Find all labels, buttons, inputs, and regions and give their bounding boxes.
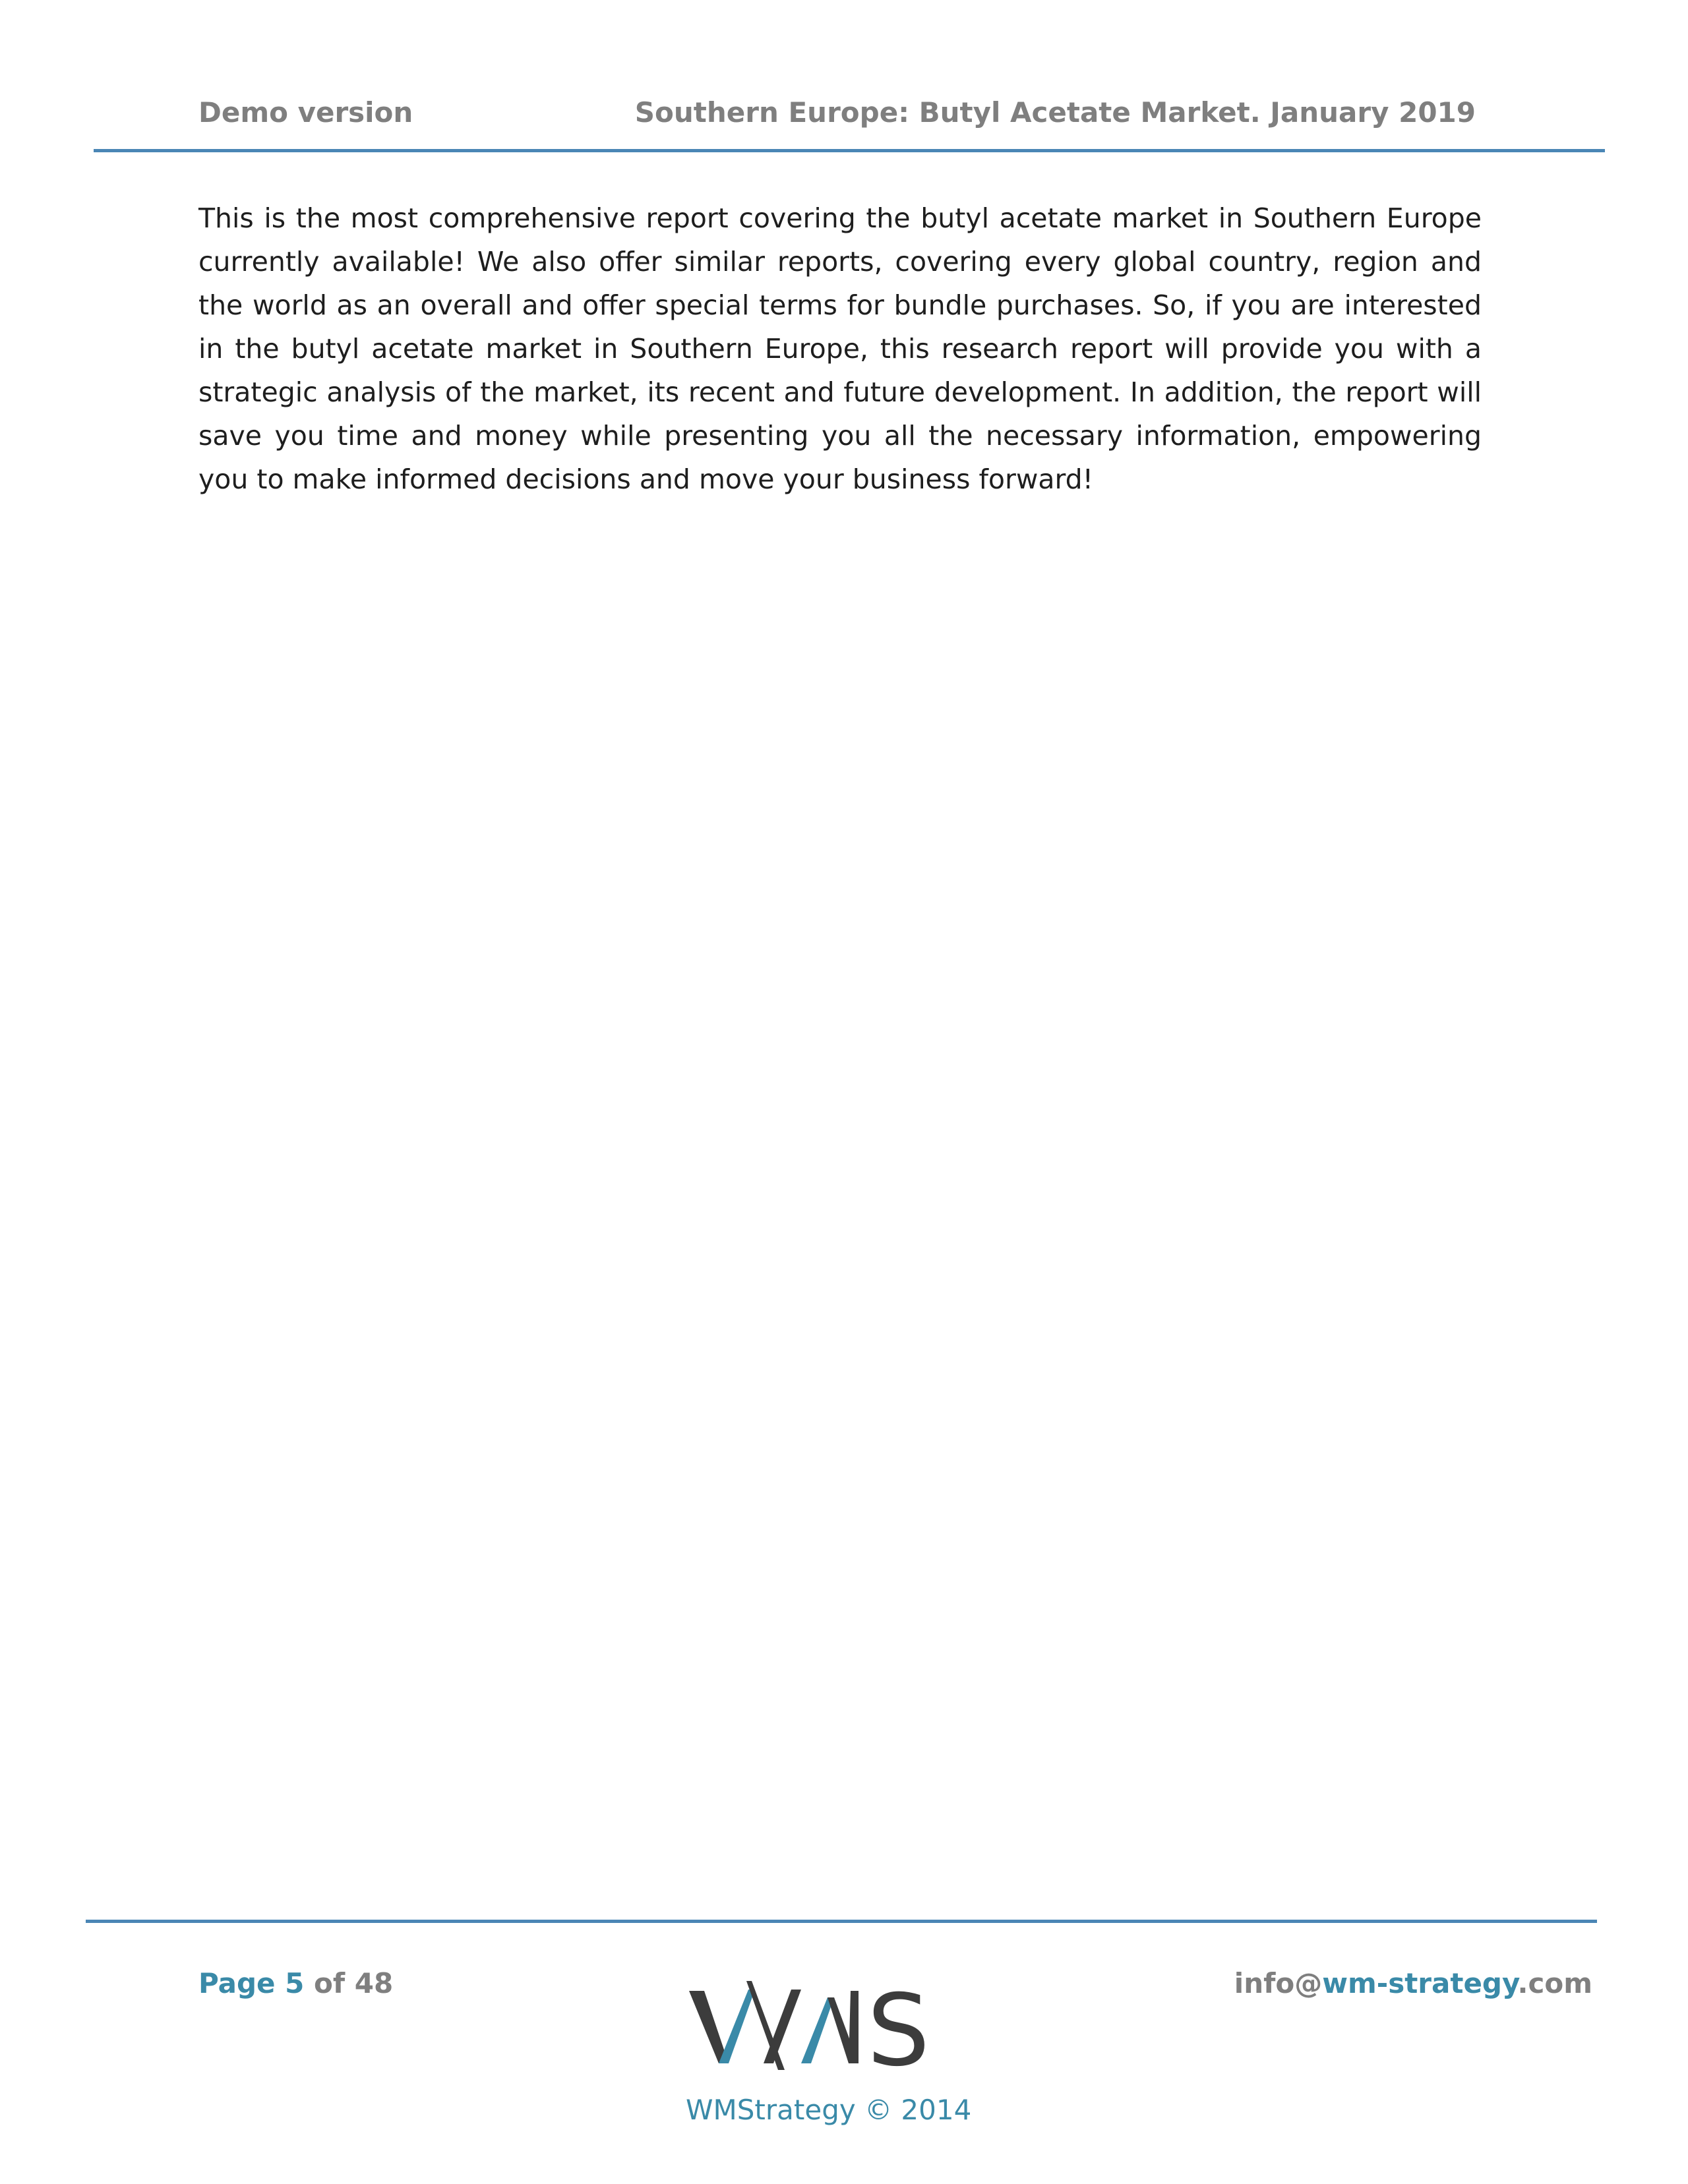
wms-logo: [686, 1971, 963, 2083]
page-indicator: [198, 1967, 394, 1999]
page-total: 48: [354, 1967, 394, 1999]
email-domain: wm-strategy: [1322, 1967, 1518, 1999]
email-user: info@: [1234, 1967, 1323, 1999]
header-report-title: Southern Europe: Butyl Acetate Market. January 2019: [634, 96, 1476, 129]
page-prefix: Page: [198, 1967, 286, 1999]
contact-email[interactable]: [1234, 1967, 1592, 1999]
email-tld: .com: [1517, 1967, 1592, 1999]
page-middle: of: [304, 1967, 355, 1999]
header-demo-label: Demo version: [198, 96, 413, 129]
page-current: 5: [285, 1967, 305, 1999]
logo-s-letter: S: [867, 1974, 930, 2083]
footer-divider: [86, 1920, 1597, 1923]
copyright-text: WMStrategy © 2014: [686, 2094, 972, 2126]
report-intro-paragraph: This is the most comprehensive report covering the butyl acetate market in Southern Europe currently available! We also offer similar reports, covering every global country, region and the world as an overall and offer special terms for bundle purchases. So, if you are interested in the butyl acetate market in Southern Europe, this research report will provide you with a strategic analysis of the market, its recent and future development. In addition, the report will save you time and money while presenting you all the necessary information, empowering you to make informed decisions and move your business forward!: [198, 202, 1482, 495]
header-divider: [94, 149, 1605, 152]
